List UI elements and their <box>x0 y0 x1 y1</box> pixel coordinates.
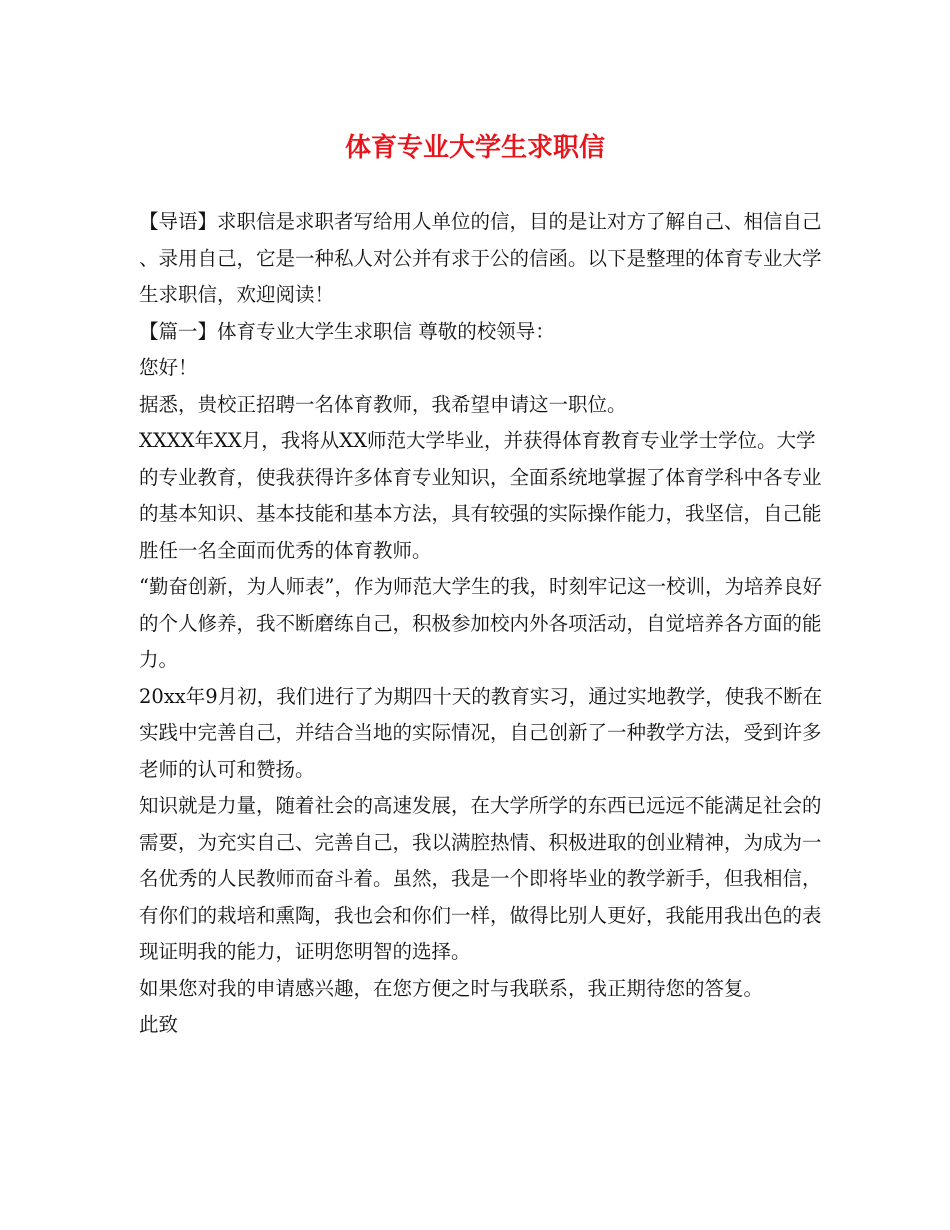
paragraph-motto: “勤奋创新，为人师表”，作为师范大学生的我，时刻牢记这一校训，为培养良好的个人修养，我不断磨练自己，积极参加校内外各项活动，自觉培养各方面的能力。 <box>139 575 822 671</box>
document-body <box>139 204 829 1044</box>
paragraph-application: 据悉，贵校正招聘一名体育教师，我希望申请这一职位。 <box>139 392 627 416</box>
paragraph-intro: 【导语】求职信是求职者写给用人单位的信，目的是让对方了解自己、相信自己、录用自己，它是一种私人对公并有求于公的信函。以下是整理的体育专业大学生求职信，欢迎阅读！ <box>139 210 822 306</box>
paragraph-knowledge: 知识就是力量，随着社会的高速发展，在大学所学的东西已远远不能满足社会的需要，为充实自己、完善自己，我以满腔热情、积极进取的创业精神，为成为一名优秀的人民教师而奋斗着。虽然，我是一个即将毕业的教学新手，但我相信，有你们的栽培和熏陶，我也会和你们一样，做得比别人更好，我能用我出色的表现证明我的能力，证明您明智的选择。 <box>139 794 822 963</box>
paragraph-closing: 此致 <box>139 1013 179 1036</box>
paragraph-education: XXXX年XX月，我将从XX师范大学毕业，并获得体育教育专业学士学位。大学的专业教育，使我获得许多体育专业知识，全面系统地掌握了体育学科中各专业的基本知识、基本技能和基本方法，具有较强的实际操作能力，我坚信，自己能胜任一名全面而优秀的体育教师。 <box>139 429 822 562</box>
paragraph-contact: 如果您对我的申请感兴趣，在您方便之时与我联系，我正期待您的答复。 <box>139 976 764 1000</box>
paragraph-greeting: 您好！ <box>139 356 198 379</box>
document-title: 体育专业大学生求职信 <box>344 133 605 163</box>
paragraph-section-heading: 【篇一】体育专业大学生求职信 尊敬的校领导： <box>139 319 555 343</box>
paragraph-internship: 20xx年9月初，我们进行了为期四十天的教育实习，通过实地教学，使我不断在实践中完善自己，并结合当地的实际情况，自己创新了一种教学方法，受到许多老师的认可和赞扬。 <box>139 684 823 781</box>
